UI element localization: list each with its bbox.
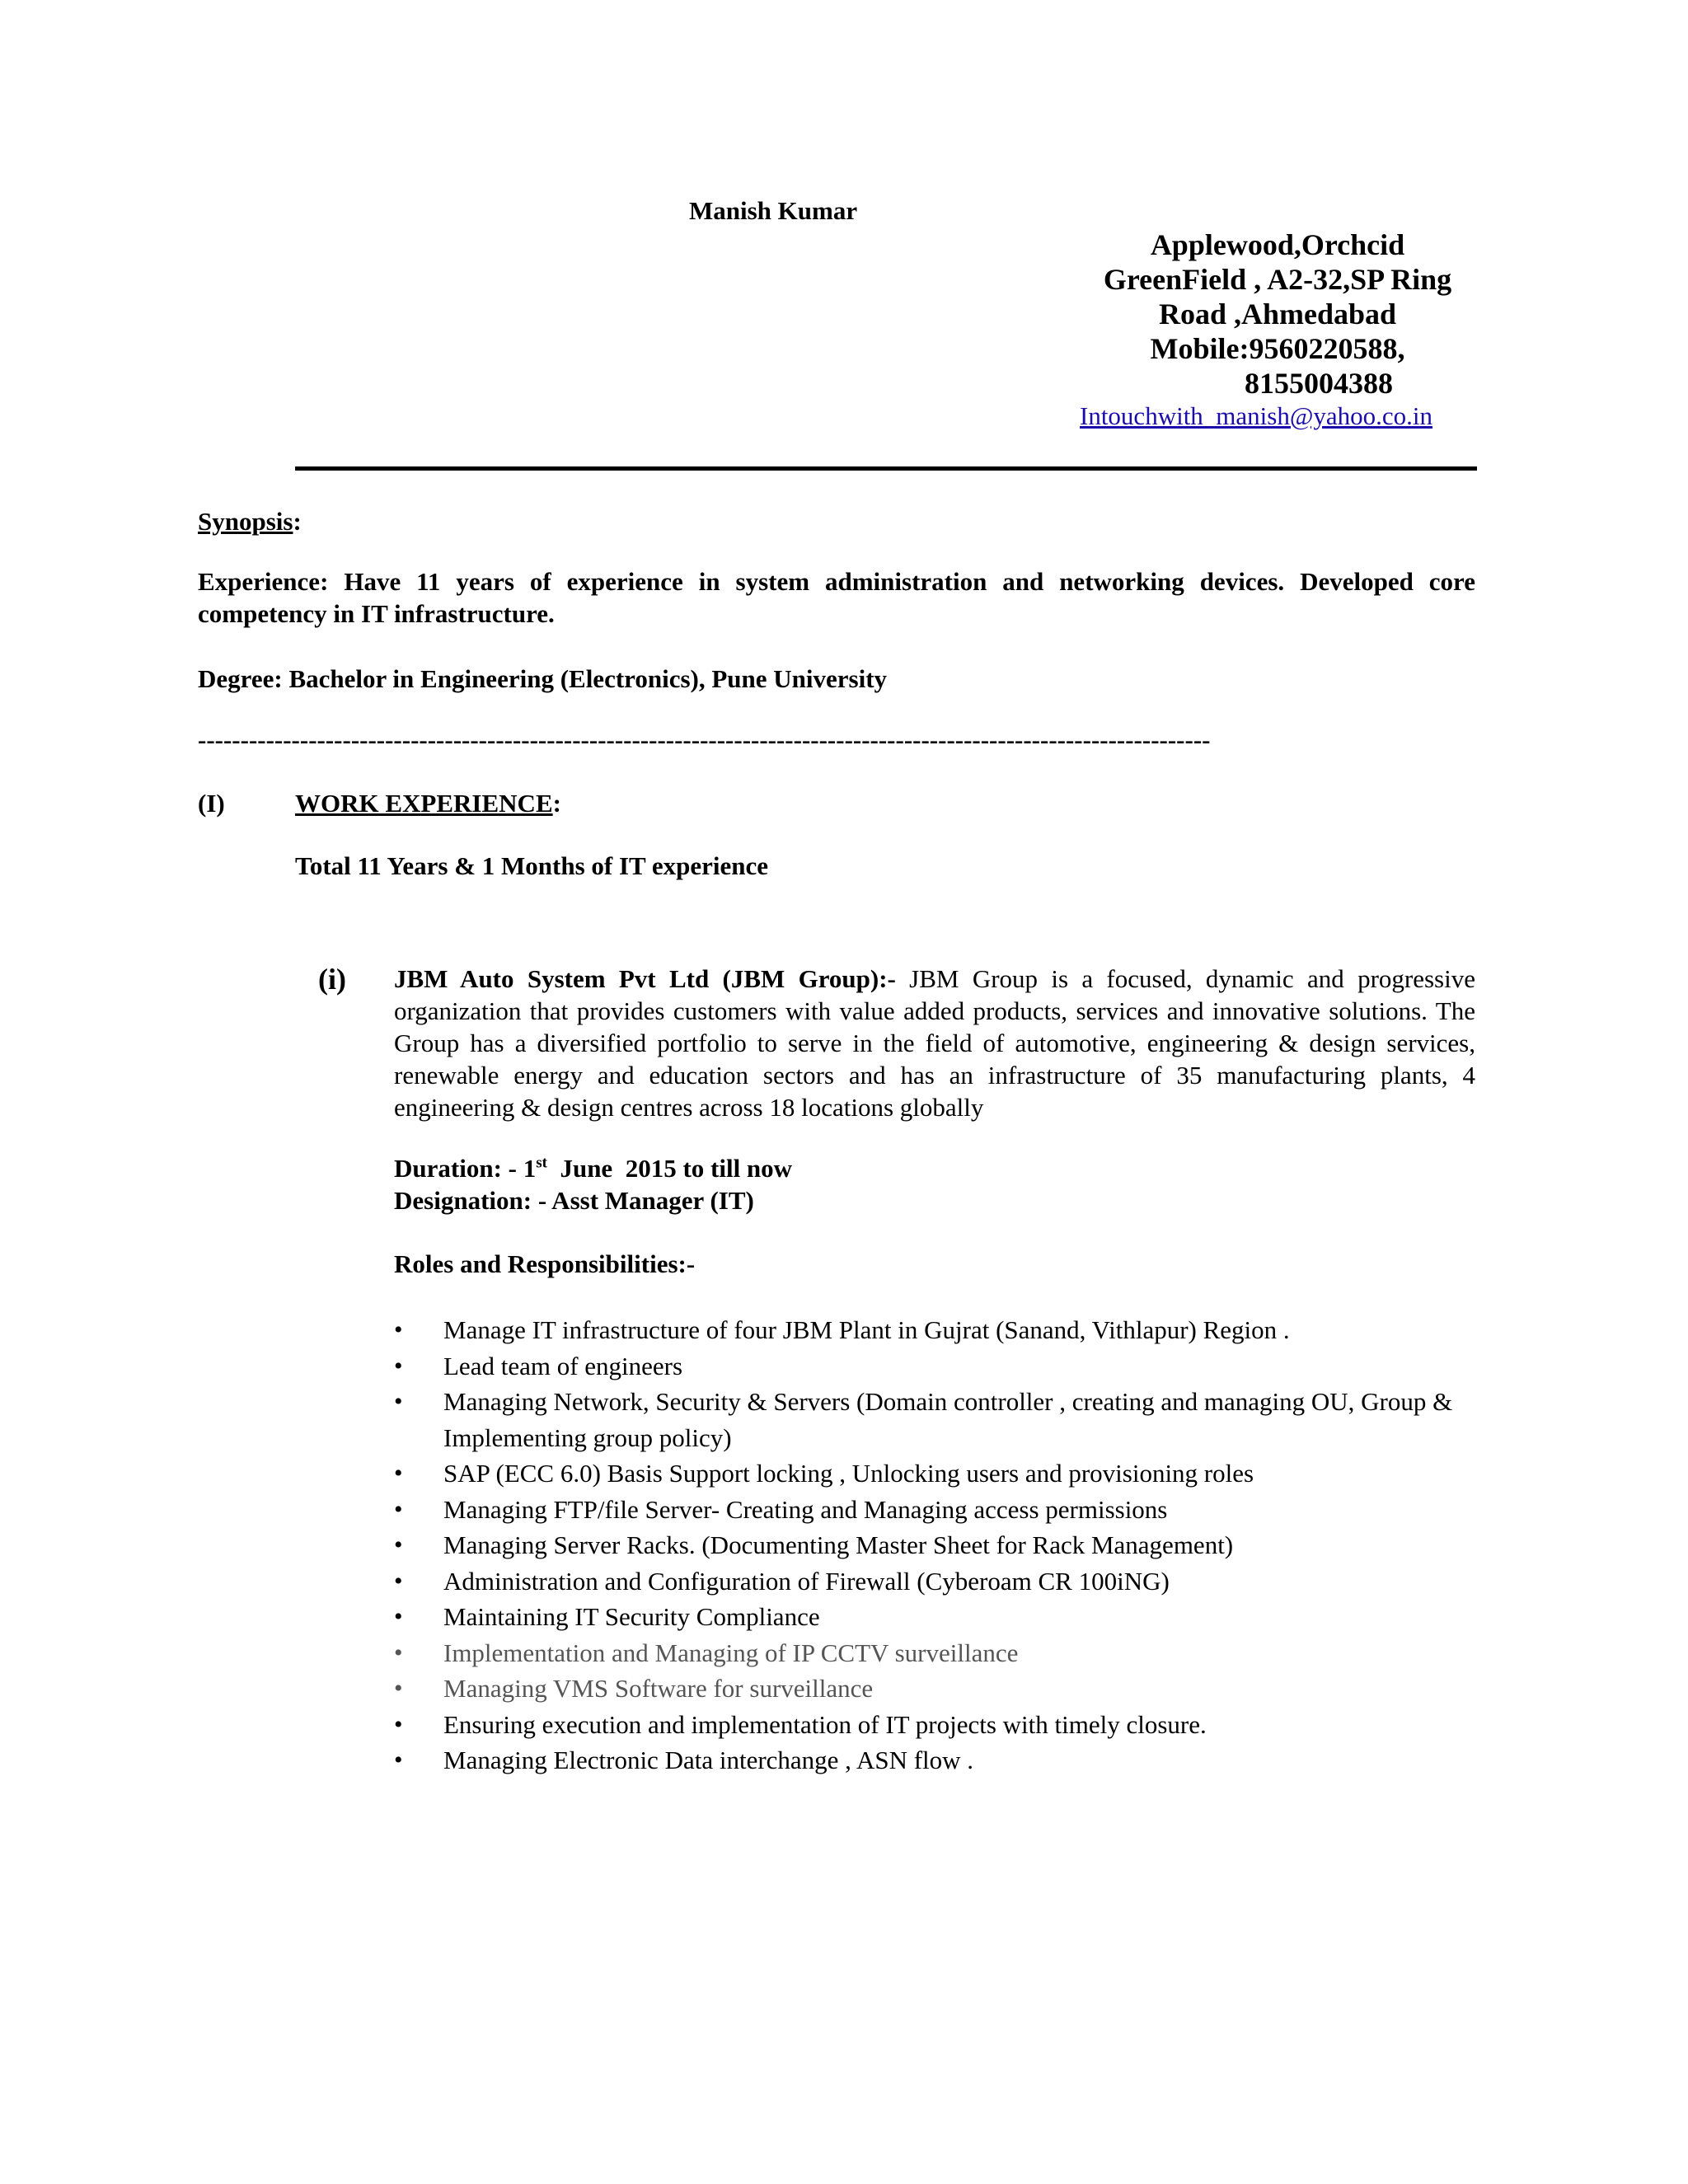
job-duration [394, 1152, 792, 1184]
list-item: • Maintaining IT Security Compliance [394, 1599, 1482, 1635]
synopsis-experience: Experience: Have 11 years of experience in system administration and networking devices. Developed core competency in IT infrastructure. [198, 567, 1475, 628]
list-item: • Managing VMS Software for surveillance [394, 1671, 1482, 1707]
list-item: • Ensuring execution and implementation of IT projects with timely closure. [394, 1707, 1482, 1743]
list-item: • Managing FTP/file Server- Creating and Managing access permissions [394, 1492, 1482, 1528]
synopsis-colon: : [293, 507, 302, 536]
address-line-2: GreenField , A2-32,SP Ring [1103, 263, 1452, 296]
company-name: JBM Auto System Pvt Ltd (JBM Group):- [394, 964, 896, 993]
contact-address [1063, 227, 1492, 401]
list-item: • Managing Network, Security & Servers (Domain controller , creating and managing OU, Group & Implementing group policy) [394, 1384, 1482, 1455]
synopsis-degree: Degree: Bachelor in Engineering (Electronics), Pune University [198, 664, 888, 693]
list-item: • Lead team of engineers [394, 1348, 1482, 1385]
synopsis-heading-text: Synopsis [198, 507, 293, 536]
email-link[interactable]: Intouchwith_manish@yahoo.co.in [1080, 401, 1433, 430]
list-item: • Administration and Configuration of Firewall (Cyberoam CR 100iNG) [394, 1563, 1482, 1600]
duration-prefix: Duration: - 1 [394, 1154, 537, 1183]
list-item: • Manage IT infrastructure of four JBM Plant in Gujrat (Sanand, Vithlapur) Region . [394, 1312, 1482, 1348]
synopsis-heading [198, 505, 302, 537]
address-line-3: Road ,Ahmedabad [1158, 298, 1397, 330]
job-description [394, 963, 1475, 1123]
list-item: • Implementation and Managing of IP CCTV surveillance [394, 1635, 1482, 1671]
work-experience-heading [295, 787, 561, 819]
mobile-line-2: 8155004388 [1245, 367, 1393, 400]
mobile-line-1: Mobile:9560220588, [1150, 332, 1405, 365]
job-designation: Designation: - Asst Manager (IT) [394, 1186, 754, 1215]
list-item: • Managing Electronic Data interchange , ASN flow . [394, 1742, 1482, 1779]
section-separator: ----------------------------------------------------------------------------------------------------------------------- [198, 725, 1211, 754]
list-item: • SAP (ECC 6.0) Basis Support locking , Unlocking users and provisioning roles [394, 1455, 1482, 1492]
list-item: • Managing Server Racks. (Documenting Master Sheet for Rack Management) [394, 1527, 1482, 1563]
work-experience-heading-text: WORK EXPERIENCE [295, 789, 553, 818]
work-experience-colon: : [552, 789, 561, 818]
total-experience: Total 11 Years & 1 Months of IT experience [295, 851, 769, 880]
section-number: (I) [198, 789, 225, 818]
duration-ordinal: st [536, 1154, 547, 1172]
company-description: JBM Group is a focused, dynamic and progressive organization that provides customers with value added products, services and innovative solutions. The Group has a diversified portfolio to serve in the field of automotive, engineering & design services, renewable energy and education sectors and has an infrastructure of 35 manufacturing plants, 4 engineering & design centres across 18 locations globally [394, 964, 1475, 1122]
candidate-name: Manish Kumar [689, 196, 858, 225]
roles-list [394, 1312, 1482, 1779]
duration-suffix: June 2015 to till now [546, 1154, 793, 1183]
job-number: (i) [318, 963, 346, 996]
roles-heading: Roles and Responsibilities:- [394, 1249, 696, 1278]
address-line-1: Applewood,Orchcid [1150, 228, 1405, 261]
header-divider [295, 466, 1477, 471]
